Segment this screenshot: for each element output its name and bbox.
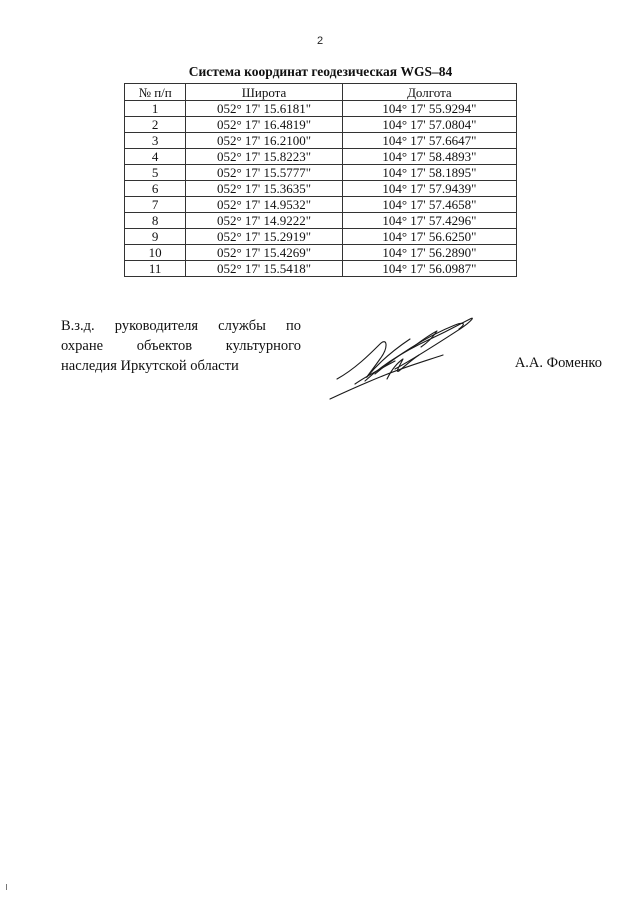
table-row	[125, 149, 517, 165]
cell-longitude: 104° 17' 56.6250"	[342, 229, 516, 245]
cell-longitude: 104° 17' 57.6647"	[342, 133, 516, 149]
header-number: № п/п	[125, 84, 186, 101]
cell-number: 7	[125, 197, 186, 213]
cell-longitude: 104° 17' 57.4296"	[342, 213, 516, 229]
cell-number: 3	[125, 133, 186, 149]
table-row	[125, 101, 517, 117]
cell-number: 2	[125, 117, 186, 133]
header-latitude: Широта	[186, 84, 342, 101]
cell-number: 1	[125, 101, 186, 117]
cell-longitude: 104° 17' 57.4658"	[342, 197, 516, 213]
handwritten-signature	[325, 309, 485, 409]
signatory-position	[61, 316, 301, 376]
cell-latitude: 052° 17' 15.5418"	[186, 261, 342, 277]
page-number: 2	[316, 35, 324, 47]
cell-number: 6	[125, 181, 186, 197]
cell-latitude: 052° 17' 15.8223"	[186, 149, 342, 165]
signer-name: А.А. Фоменко	[514, 355, 602, 371]
table-row	[125, 213, 517, 229]
cell-number: 10	[125, 245, 186, 261]
table-row	[125, 181, 517, 197]
cell-latitude: 052° 17' 16.4819"	[186, 117, 342, 133]
cell-number: 8	[125, 213, 186, 229]
scan-edge-mark	[6, 884, 7, 890]
header-longitude: Долгота	[342, 84, 516, 101]
signatory-line: наследия Иркутской области	[61, 358, 239, 374]
cell-longitude: 104° 17' 57.9439"	[342, 181, 516, 197]
table-row	[125, 133, 517, 149]
signatory-line: В.з.д. руководителя службы по	[61, 318, 301, 334]
table-row	[125, 261, 517, 277]
cell-longitude: 104° 17' 57.0804"	[342, 117, 516, 133]
table-row	[125, 197, 517, 213]
signatory-line: охране объектов культурного	[61, 338, 301, 354]
cell-number: 4	[125, 149, 186, 165]
cell-longitude: 104° 17' 58.1895"	[342, 165, 516, 181]
cell-latitude: 052° 17' 15.3635"	[186, 181, 342, 197]
cell-longitude: 104° 17' 56.2890"	[342, 245, 516, 261]
cell-latitude: 052° 17' 15.5777"	[186, 165, 342, 181]
cell-latitude: 052° 17' 15.2919"	[186, 229, 342, 245]
table-row	[125, 165, 517, 181]
table-row	[125, 245, 517, 261]
cell-number: 11	[125, 261, 186, 277]
table-row	[125, 117, 517, 133]
cell-longitude: 104° 17' 55.9294"	[342, 101, 516, 117]
cell-latitude: 052° 17' 16.2100"	[186, 133, 342, 149]
cell-latitude: 052° 17' 14.9532"	[186, 197, 342, 213]
cell-latitude: 052° 17' 15.4269"	[186, 245, 342, 261]
coordinates-table	[124, 83, 517, 277]
cell-longitude: 104° 17' 58.4893"	[342, 149, 516, 165]
cell-number: 5	[125, 165, 186, 181]
table-title: Система координат геодезическая WGS–84	[188, 64, 453, 79]
cell-number: 9	[125, 229, 186, 245]
cell-longitude: 104° 17' 56.0987"	[342, 261, 516, 277]
cell-latitude: 052° 17' 14.9222"	[186, 213, 342, 229]
cell-latitude: 052° 17' 15.6181"	[186, 101, 342, 117]
table-row	[125, 229, 517, 245]
table-header-row	[125, 84, 517, 101]
